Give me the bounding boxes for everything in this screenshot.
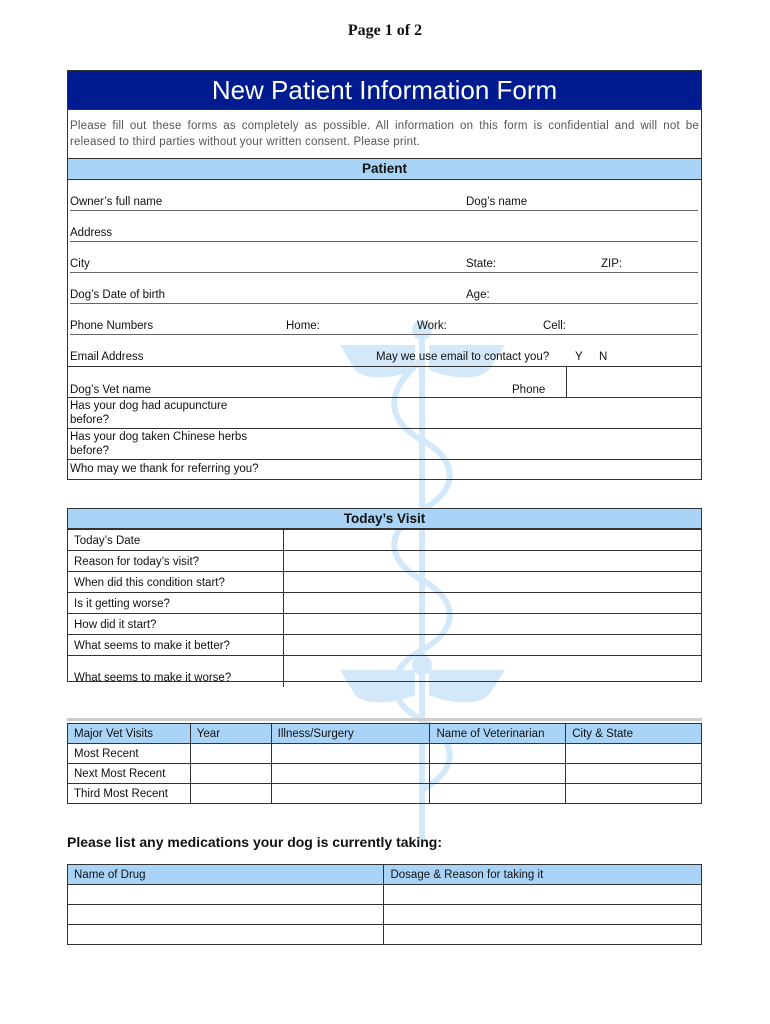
visit-row[interactable] <box>68 571 701 592</box>
visit-row-label: What seems to make it worse? <box>74 672 232 684</box>
vet-phone-divider <box>566 367 567 397</box>
vet-visit-cell[interactable] <box>271 764 430 784</box>
visit-row-divider <box>283 656 284 687</box>
vet-visits-header-row <box>68 724 702 744</box>
cell-phone-label: Cell: <box>543 320 567 332</box>
vet-visit-cell[interactable] <box>271 744 430 764</box>
medications-table <box>67 864 702 945</box>
visit-row[interactable] <box>68 592 701 613</box>
table-row <box>68 784 702 804</box>
acupuncture-label: Has your dog had acupuncture before? <box>70 400 228 426</box>
patient-section-heading: Patient <box>68 158 701 180</box>
address-label: Address <box>70 227 113 239</box>
vet-visit-cell[interactable] <box>430 764 566 784</box>
email-consent-label: May we use email to contact you? <box>376 351 550 363</box>
table-row <box>68 764 702 784</box>
vet-visit-cell[interactable] <box>190 744 271 764</box>
owner-name-row[interactable] <box>68 180 701 211</box>
visit-row-label: Reason for today’s visit? <box>74 556 200 568</box>
vet-visit-cell[interactable] <box>566 764 702 784</box>
medication-cell[interactable] <box>384 925 702 945</box>
herbs-label: Has your dog taken Chinese herbs before? <box>70 431 248 457</box>
owner-name-label: Owner’s full name <box>70 196 163 208</box>
work-phone-label: Work: <box>417 320 447 332</box>
medications-title: Please list any medications your dog is currently taking: <box>67 834 442 850</box>
visit-row-divider <box>283 530 284 550</box>
phone-numbers-label: Phone Numbers <box>70 320 154 332</box>
visit-row-label: What seems to make it better? <box>74 640 230 652</box>
email-consent-yes[interactable]: Y <box>575 351 583 363</box>
vet-visit-cell[interactable] <box>566 744 702 764</box>
email-row[interactable] <box>68 335 701 367</box>
medication-cell[interactable] <box>384 905 702 925</box>
medication-cell[interactable] <box>68 885 384 905</box>
visit-row[interactable] <box>68 529 701 550</box>
visit-section-heading: Today’s Visit <box>68 509 701 529</box>
vet-visit-cell[interactable] <box>190 764 271 784</box>
table-row <box>68 744 702 764</box>
city-label: City <box>70 258 90 270</box>
dog-name-label: Dog’s name <box>466 196 528 208</box>
vet-visits-header-cell: Illness/Surgery <box>271 724 430 744</box>
vet-visit-cell[interactable] <box>190 784 271 804</box>
vet-visit-row-label: Most Recent <box>68 744 191 764</box>
medications-header-cell: Name of Drug <box>68 865 384 885</box>
vet-visits-header-cell: Year <box>190 724 271 744</box>
acupuncture-row[interactable] <box>68 397 701 428</box>
intro-text: Please fill out these forms as completely as possible. All information on this form is confidential and will not be released to third parties without your written consent. Please print. <box>70 120 699 148</box>
referral-label: Who may we thank for referring you? <box>70 463 259 475</box>
visit-row[interactable] <box>68 655 701 687</box>
visit-row[interactable] <box>68 634 701 655</box>
medication-cell[interactable] <box>68 905 384 925</box>
table-row <box>68 885 702 905</box>
visit-row-label: Today’s Date <box>74 535 141 547</box>
vet-visits-header-cell: City & State <box>566 724 702 744</box>
visit-row-divider <box>283 572 284 592</box>
medications-header-row <box>68 865 702 885</box>
city-row[interactable] <box>68 242 701 273</box>
vet-visit-cell[interactable] <box>430 784 566 804</box>
vet-phone-label: Phone <box>512 384 546 396</box>
vet-visit-cell[interactable] <box>430 744 566 764</box>
age-label: Age: <box>466 289 490 301</box>
visit-row-divider <box>283 593 284 613</box>
visit-row-divider <box>283 614 284 634</box>
vet-visit-cell[interactable] <box>271 784 430 804</box>
vet-visits-header-cell: Name of Veterinarian <box>430 724 566 744</box>
visit-row-label: When did this condition start? <box>74 577 225 589</box>
visit-row[interactable] <box>68 550 701 571</box>
visit-row[interactable] <box>68 613 701 634</box>
table-row <box>68 925 702 945</box>
patient-info-box <box>67 70 702 480</box>
vet-visits-table <box>67 723 702 804</box>
visit-row-label: Is it getting worse? <box>74 598 170 610</box>
herbs-row[interactable] <box>68 428 701 459</box>
address-row[interactable] <box>68 211 701 242</box>
phone-row[interactable] <box>68 304 701 335</box>
visit-row-label: How did it start? <box>74 619 157 631</box>
medication-cell[interactable] <box>384 885 702 905</box>
visit-row-divider <box>283 551 284 571</box>
email-consent-no[interactable]: N <box>599 351 608 363</box>
visit-row-divider <box>283 635 284 655</box>
todays-visit-box <box>67 508 702 682</box>
home-phone-label: Home: <box>286 320 320 332</box>
section-separator <box>67 718 702 721</box>
dob-row[interactable] <box>68 273 701 304</box>
referral-row[interactable] <box>68 459 701 479</box>
vet-name-row[interactable] <box>68 367 701 397</box>
vet-visit-row-label: Next Most Recent <box>68 764 191 784</box>
vet-visit-row-label: Third Most Recent <box>68 784 191 804</box>
vet-name-label: Dog’s Vet name <box>70 384 151 396</box>
dob-label: Dog’s Date of birth <box>70 289 166 301</box>
zip-label: ZIP: <box>601 258 623 270</box>
medications-header-cell: Dosage & Reason for taking it <box>384 865 702 885</box>
table-row <box>68 905 702 925</box>
page-number: Page 1 of 2 <box>347 22 423 39</box>
vet-visits-header-cell: Major Vet Visits <box>68 724 191 744</box>
vet-visit-cell[interactable] <box>566 784 702 804</box>
form-title: New Patient Information Form <box>68 71 701 110</box>
state-label: State: <box>466 258 497 270</box>
medication-cell[interactable] <box>68 925 384 945</box>
email-label: Email Address <box>70 351 144 363</box>
